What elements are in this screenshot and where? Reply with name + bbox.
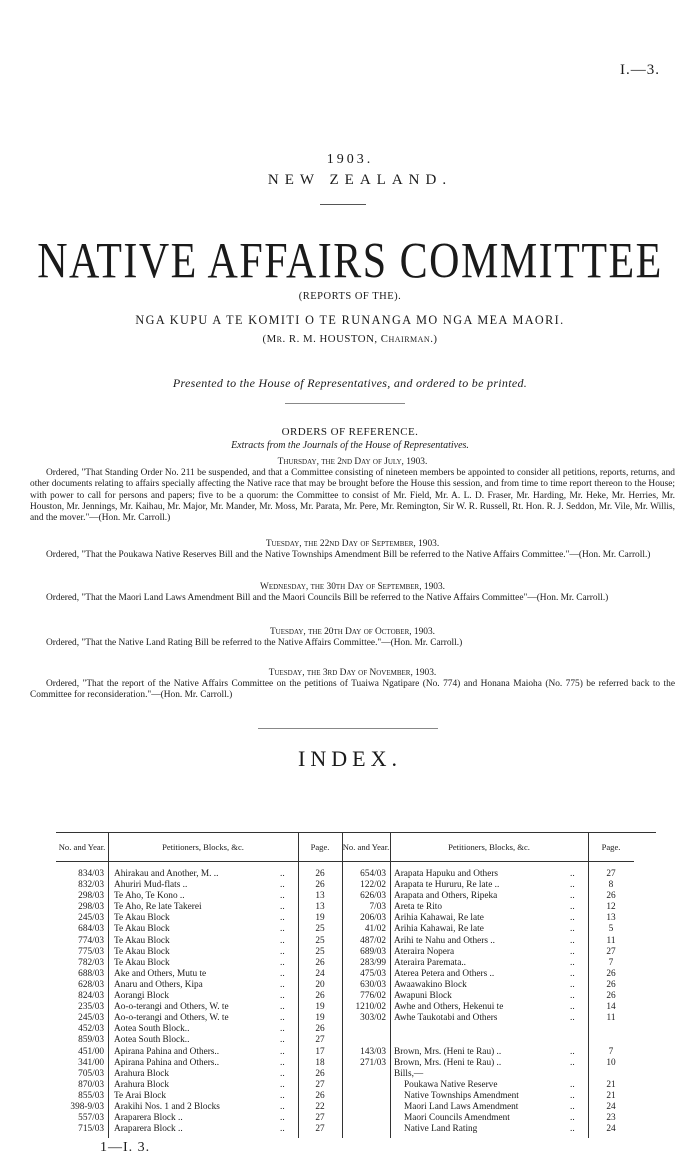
table-row: [56, 1035, 342, 1046]
leader-dots: ..: [280, 913, 285, 924]
table-row: [56, 1069, 342, 1080]
order-text: Ordered, "That the report of the Native Affairs Committee on the petitions of Tuaiwa Ngatipare (No. 774) and Honana Maioha (No. 775) be referred back to the Committee for reconsideration."—(Hon. Mr. Carroll.): [30, 679, 675, 701]
entry-name: Arahura Block: [114, 1068, 169, 1079]
entry-name: Apirana Pahina and Others..: [114, 1057, 220, 1068]
table-row: [342, 924, 634, 935]
entry-page: 21: [606, 1079, 616, 1090]
table-row: [56, 1013, 342, 1024]
leader-dots: ..: [280, 968, 285, 979]
entry-number: 1210/02: [355, 1002, 386, 1013]
entry-page: 8: [608, 880, 614, 891]
entry-page: 26: [606, 968, 616, 979]
entry-name: Native Townships Amendment: [404, 1090, 519, 1101]
entry-name: Ake and Others, Mutu te: [114, 968, 207, 979]
table-row: [342, 991, 634, 1002]
column-header-petitioners: Petitioners, Blocks, &c.: [390, 833, 588, 862]
entry-page: 26: [315, 1024, 325, 1035]
entry-number: 271/03: [360, 1057, 386, 1068]
index-heading: INDEX.: [298, 746, 402, 771]
entry-name: Ahirakau and Another, M. ..: [114, 869, 219, 879]
entry-number: 303/02: [360, 1013, 386, 1024]
order-text: Ordered, "That Standing Order No. 211 be suspended, and that a Committee consisting of nineteen members be appointed to consider all petitions, reports, returns, and other documents relating to affairs specially affecting the Native race that may be brought before the House this session, and from time to time report thereon to the House; with power to call for persons and papers; five to be a quorum: the Committee to consist of Mr. Field, Mr. A. L. D. Fraser, Mr. Harding, Mr. Heke, Mr. Herries, Mr. Houston, Mr. Jennings, Mr. Kaihau, Mr. Major, Mr. Mander, Mr. Moss, Mr. Parata, Mr. Pere, Mr. Remington, Sir W. R. Russell, Rt. Hon. R. J. Seddon, Mr. Vile, Mr. Willis, and the mover."—(Hon. Mr. Carroll.): [30, 468, 675, 524]
leader-dots: ..: [570, 1046, 575, 1057]
leader-dots: ..: [570, 1079, 575, 1090]
entry-number: 689/03: [360, 946, 386, 957]
table-row: [56, 991, 342, 1002]
entry-name: Awapuni Block: [394, 991, 452, 1002]
year: 1903.: [326, 152, 374, 167]
entry-name: Ao-o-terangi and Others, W. te: [114, 1013, 229, 1024]
table-row: [56, 902, 342, 913]
entry-page: 27: [315, 1079, 325, 1090]
table-row: [342, 980, 634, 991]
entry-page: 19: [315, 1002, 325, 1013]
column-header-no-year: No. and Year.: [56, 833, 108, 862]
entry-page: 26: [606, 891, 616, 902]
entry-number: 715/03: [78, 1124, 104, 1135]
entry-page: 14: [606, 1002, 616, 1013]
leader-dots: ..: [570, 968, 575, 979]
entry-page: 23: [606, 1113, 616, 1124]
order-text: Ordered, "That the Maori Land Laws Amendment Bill and the Maori Councils Bill be referred to the Native Affairs Committee"—(Hon. Mr. Carroll.): [46, 593, 609, 604]
table-row: [56, 1113, 342, 1124]
entry-page: 5: [608, 924, 614, 935]
entry-number: 834/03: [78, 869, 104, 879]
entry-number: 452/03: [78, 1024, 104, 1035]
table-row: [342, 1069, 634, 1080]
entry-name: Te Akau Block: [114, 924, 170, 935]
entry-name: Te Aho, Te Kono ..: [114, 891, 185, 902]
entry-page: 26: [606, 991, 616, 1002]
entry-number: 626/03: [360, 891, 386, 902]
order-date: Tuesday, the 3rd Day of November, 1903.: [268, 668, 437, 678]
entry-page: 27: [315, 1113, 325, 1124]
entry-page: 18: [315, 1057, 325, 1068]
main-title: NATIVE AFFAIRS COMMITTEE: [37, 233, 663, 290]
entry-name: Arapata Hapuku and Others: [394, 869, 499, 879]
entry-page: 26: [315, 957, 325, 968]
entry-number: 451/00: [78, 1046, 104, 1057]
leader-dots: ..: [280, 979, 285, 990]
table-row: [342, 1013, 634, 1024]
column-header-page: Page.: [588, 833, 634, 862]
table-row: [56, 913, 342, 924]
table-row: [56, 869, 342, 880]
order-date: Tuesday, the 20th Day of October, 1903.: [269, 627, 436, 637]
entry-name: Arihi te Nahu and Others ..: [394, 935, 495, 946]
entry-number: 630/03: [360, 979, 386, 990]
section-rule: [285, 403, 405, 404]
column-header-petitioners: Petitioners, Blocks, &c.: [108, 833, 298, 862]
table-row: [342, 969, 634, 980]
leader-dots: ..: [280, 880, 285, 891]
table-row: [342, 1091, 634, 1102]
entry-name: Maori Land Laws Amendment: [404, 1101, 519, 1112]
index-right-column: [342, 869, 634, 1135]
leader-dots: ..: [570, 1090, 575, 1101]
signature-mark: 1—I. 3.: [100, 1140, 151, 1155]
entry-number: 855/03: [78, 1090, 104, 1101]
order-entry-3: [30, 582, 675, 604]
short-rule: [320, 204, 366, 205]
entry-page: 25: [315, 935, 325, 946]
entry-page: 13: [315, 902, 325, 913]
leader-dots: ..: [280, 1035, 285, 1046]
entry-name: Awhe and Others, Hekenui te: [394, 1002, 504, 1013]
entry-page: 11: [606, 1013, 616, 1024]
entry-name: Ao-o-terangi and Others, W. te: [114, 1002, 229, 1013]
entry-name: Apirana Pahina and Others..: [114, 1046, 220, 1057]
entry-name: Awaawakino Block: [394, 979, 467, 990]
entry-name: Arahura Block: [114, 1079, 169, 1090]
table-row: [56, 1047, 342, 1058]
leader-dots: ..: [280, 1124, 285, 1135]
entry-page: 26: [315, 869, 325, 879]
entry-page: 7: [608, 957, 614, 968]
table-row: [56, 1124, 342, 1135]
leader-dots: ..: [280, 946, 285, 957]
table-row: [342, 1124, 634, 1135]
entry-name: Arihia Kahawai, Re late: [394, 913, 484, 924]
entry-name: Arihia Kahawai, Re late: [394, 924, 484, 935]
entry-page: 13: [606, 913, 616, 924]
order-text: Ordered, "That the Native Land Rating Bill be referred to the Native Affairs Committee."—(Hon. Mr. Carroll.): [46, 638, 463, 649]
table-row: [342, 891, 634, 902]
entry-page: 24: [606, 1101, 616, 1112]
order-entry-5: [30, 668, 675, 702]
table-row: [342, 1113, 634, 1124]
entry-name: Te Akau Block: [114, 913, 170, 924]
entry-page: 26: [606, 979, 616, 990]
entry-number: 298/03: [78, 891, 104, 902]
entry-page: 21: [606, 1090, 616, 1101]
column-header-no-year: No. and Year.: [342, 833, 390, 862]
order-date: Wednesday, the 30th Day of September, 1903.: [259, 582, 446, 592]
leader-dots: ..: [570, 891, 575, 902]
leader-dots: ..: [280, 1101, 285, 1112]
column-header-page: Page.: [298, 833, 342, 862]
leader-dots: ..: [280, 924, 285, 935]
leader-dots: ..: [280, 1090, 285, 1101]
index-left-column: [56, 869, 342, 1135]
leader-dots: ..: [280, 1079, 285, 1090]
leader-dots: ..: [280, 902, 285, 913]
table-row: [56, 1080, 342, 1091]
entry-number: 341/00: [78, 1057, 104, 1068]
order-date: Thursday, the 2nd Day of July, 1903.: [277, 457, 428, 467]
entry-number: 832/03: [78, 880, 104, 891]
table-row: [342, 880, 634, 891]
entry-name: Te Akau Block: [114, 946, 170, 957]
order-entry-1: [30, 457, 675, 524]
leader-dots: ..: [570, 957, 575, 968]
page-reference: I.—3.: [620, 62, 660, 78]
table-row: [56, 936, 342, 947]
index-rule: [258, 728, 438, 729]
table-row: [342, 1035, 634, 1046]
table-row: [342, 1080, 634, 1091]
entry-name: Araparera Block ..: [114, 1124, 183, 1135]
leader-dots: ..: [570, 979, 575, 990]
entry-page: 22: [315, 1101, 325, 1112]
entry-number: 775/03: [78, 946, 104, 957]
leader-dots: ..: [570, 1002, 575, 1013]
entry-page: 20: [315, 979, 325, 990]
entry-name: Te Akau Block: [114, 957, 170, 968]
entry-number: 487/02: [360, 935, 386, 946]
leader-dots: ..: [280, 935, 285, 946]
entry-number: 870/03: [78, 1079, 104, 1090]
table-row: [56, 1091, 342, 1102]
entry-page: 10: [606, 1057, 616, 1068]
order-date: Tuesday, the 22nd Day of September, 1903.: [265, 539, 440, 549]
entry-page: 24: [606, 1124, 616, 1135]
table-row: [342, 913, 634, 924]
entry-name: Aorangi Block: [114, 991, 169, 1002]
index-table: [56, 832, 656, 1138]
leader-dots: ..: [570, 1113, 575, 1124]
entry-number: 688/03: [78, 968, 104, 979]
leader-dots: ..: [280, 957, 285, 968]
entry-number: 654/03: [360, 869, 386, 879]
leader-dots: ..: [570, 913, 575, 924]
leader-dots: ..: [570, 1013, 575, 1024]
entry-name: Brown, Mrs. (Heni te Rau) ..: [394, 1046, 502, 1057]
leader-dots: ..: [570, 924, 575, 935]
entry-name: Bills,—: [394, 1068, 424, 1079]
entry-name: Ateraira Nopera: [394, 946, 455, 957]
entry-name: Arapata and Others, Ripeka: [394, 891, 498, 902]
leader-dots: ..: [280, 1024, 285, 1035]
table-row: [56, 891, 342, 902]
leader-dots: ..: [570, 902, 575, 913]
entry-page: 26: [315, 1068, 325, 1079]
entry-number: 776/02: [360, 991, 386, 1002]
leader-dots: ..: [570, 946, 575, 957]
entry-page: 19: [315, 913, 325, 924]
table-row: [56, 1024, 342, 1035]
entry-page: 12: [606, 902, 616, 913]
entry-name: Arakihi Nos. 1 and 2 Blocks: [114, 1101, 220, 1112]
chairman-line: (Mr. R. M. HOUSTON, Chairman.): [262, 333, 438, 345]
leader-dots: ..: [570, 1124, 575, 1135]
orders-heading: ORDERS OF REFERENCE.: [281, 426, 419, 438]
entry-number: 143/03: [360, 1046, 386, 1057]
entry-page: 13: [315, 891, 325, 902]
entry-page: 27: [315, 1124, 325, 1135]
entry-page: 17: [315, 1046, 325, 1057]
leader-dots: ..: [280, 869, 285, 879]
leader-dots: ..: [280, 1002, 285, 1013]
entry-number: 684/03: [78, 924, 104, 935]
entry-number: 245/03: [78, 1013, 104, 1024]
leader-dots: ..: [570, 1057, 575, 1068]
entry-page: 27: [606, 869, 616, 879]
entry-name: Anaru and Others, Kipa: [114, 979, 203, 990]
entry-name: Poukawa Native Reserve: [404, 1079, 498, 1090]
entry-name: Awhe Taukotabi and Others: [394, 1013, 498, 1024]
entry-number: 398-9/03: [70, 1101, 104, 1112]
order-entry-4: [30, 627, 675, 649]
entry-name: Areta te Rito: [394, 902, 443, 913]
table-row: [342, 1024, 634, 1035]
table-row: [342, 1002, 634, 1013]
entry-number: 235/03: [78, 1002, 104, 1013]
entry-number: 859/03: [78, 1035, 104, 1046]
leader-dots: ..: [280, 1046, 285, 1057]
entry-page: 19: [315, 1013, 325, 1024]
table-row: [342, 1102, 634, 1113]
orders-extracts: Extracts from the Journals of the House of Representatives.: [231, 440, 469, 451]
leader-dots: ..: [280, 891, 285, 902]
leader-dots: ..: [570, 991, 575, 1002]
entry-page: 27: [606, 946, 616, 957]
entry-number: 245/03: [78, 913, 104, 924]
entry-name: Aterea Petera and Others ..: [394, 968, 495, 979]
entry-name: Ateraira Paremata..: [394, 957, 467, 968]
table-row: [56, 1002, 342, 1013]
entry-page: 27: [315, 1035, 325, 1046]
entry-number: 7/03: [369, 902, 386, 913]
leader-dots: ..: [280, 1057, 285, 1068]
leader-dots: ..: [570, 935, 575, 946]
entry-page: 25: [315, 946, 325, 957]
table-row: [342, 902, 634, 913]
entry-name: Te Aho, Re late Takerei: [114, 902, 202, 913]
entry-name: Ahuriri Mud-flats ..: [114, 880, 188, 891]
table-row: [342, 936, 634, 947]
entry-page: 26: [315, 991, 325, 1002]
entry-name: Native Land Rating: [404, 1124, 478, 1135]
entry-number: 206/03: [360, 913, 386, 924]
maori-title: NGA KUPU A TE KOMITI O TE RUNANGA MO NGA MEA MAORI.: [135, 313, 565, 327]
entry-number: 122/02: [360, 880, 386, 891]
table-row: [56, 1058, 342, 1069]
entry-number: 628/03: [78, 979, 104, 990]
table-row: [56, 980, 342, 991]
entry-number: 41/02: [364, 924, 386, 935]
entry-number: 774/03: [78, 935, 104, 946]
entry-name: Araparera Block ..: [114, 1113, 183, 1124]
entry-name: Arapata te Hururu, Re late ..: [394, 880, 500, 891]
entry-number: 557/03: [78, 1113, 104, 1124]
country-heading: NEW ZEALAND.: [267, 172, 453, 188]
entry-name: Te Arai Block: [114, 1090, 167, 1101]
table-row: [56, 958, 342, 969]
leader-dots: ..: [280, 1113, 285, 1124]
entry-name: Aotea South Block..: [114, 1035, 190, 1046]
table-row: [342, 947, 634, 958]
entry-number: 283/99: [360, 957, 386, 968]
entry-name: Aotea South Block..: [114, 1024, 190, 1035]
table-row: [342, 1047, 634, 1058]
entry-name: Te Akau Block: [114, 935, 170, 946]
order-entry-2: [30, 539, 675, 561]
entry-page: 25: [315, 924, 325, 935]
leader-dots: ..: [570, 880, 575, 891]
presented-line: Presented to the House of Representatives, and ordered to be printed.: [172, 376, 528, 390]
table-row: [342, 1058, 634, 1069]
order-text: Ordered, "That the Poukawa Native Reserves Bill and the Native Townships Amendment Bill be referred to the Native Affairs Committee."—(Hon. Mr. Carroll.): [46, 550, 651, 561]
title-subheading: (REPORTS OF THE).: [298, 291, 402, 302]
entry-page: 26: [315, 1090, 325, 1101]
entry-number: 298/03: [78, 902, 104, 913]
entry-page: 7: [608, 1046, 614, 1057]
table-row: [56, 924, 342, 935]
table-row: [342, 958, 634, 969]
leader-dots: ..: [570, 1101, 575, 1112]
table-row: [56, 969, 342, 980]
entry-number: 705/03: [78, 1068, 104, 1079]
table-row: [56, 947, 342, 958]
entry-number: 475/03: [360, 968, 386, 979]
leader-dots: ..: [280, 1068, 285, 1079]
entry-page: 24: [315, 968, 325, 979]
entry-page: 11: [606, 935, 616, 946]
leader-dots: ..: [280, 1013, 285, 1024]
entry-name: Maori Councils Amendment: [404, 1113, 510, 1124]
leader-dots: ..: [570, 869, 575, 879]
entry-page: 26: [315, 880, 325, 891]
table-row: [56, 1102, 342, 1113]
entry-number: 782/03: [78, 957, 104, 968]
leader-dots: ..: [280, 991, 285, 1002]
entry-number: 824/03: [78, 991, 104, 1002]
entry-name: Brown, Mrs. (Heni te Rau) ..: [394, 1057, 502, 1068]
table-row: [56, 880, 342, 891]
table-row: [342, 869, 634, 880]
